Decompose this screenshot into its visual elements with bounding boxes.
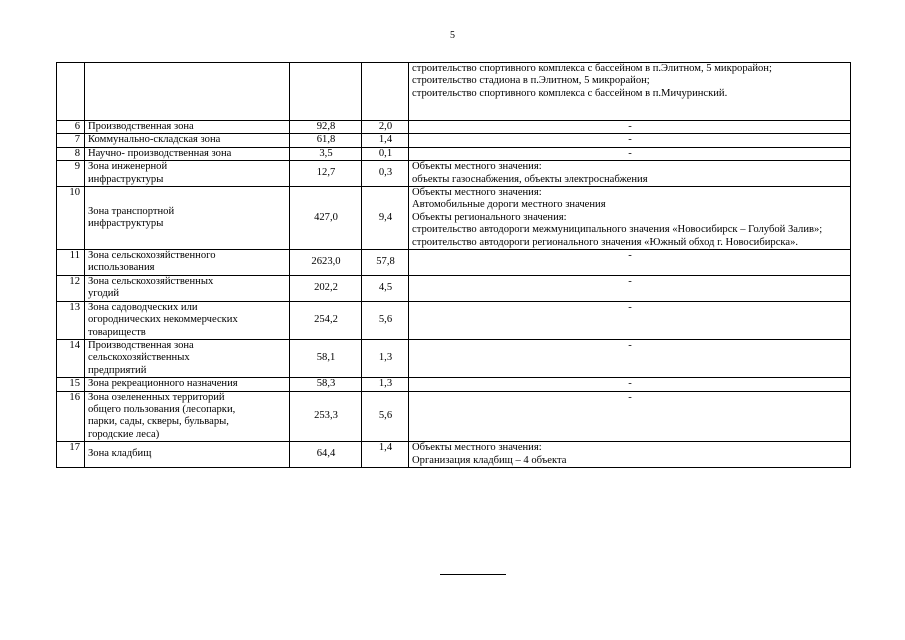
zone-area: 61,8 [290,134,362,147]
zone-name-line: Зона кладбищ [88,448,152,460]
row-number: 9 [57,161,85,187]
objects-line: Объекты регионального значения: [412,211,567,223]
zone-name-line: Зона транспортной [88,205,175,217]
zone-name-line: Коммунально-складская зона [88,134,221,146]
page-number: 5 [450,30,455,41]
zone-name-line: Зона рекреационного назначения [88,378,238,390]
table-row [57,187,851,250]
zone-objects: - [409,301,851,339]
row-number: 10 [57,187,85,250]
objects-line: Объекты местного значения: [412,442,542,454]
zone-name-line: инфраструктуры [88,173,164,185]
objects-line: Организация кладбищ – 4 объекта [412,454,567,466]
row-number: 13 [57,301,85,339]
zone-name-line: Зона сельскохозяйственного [88,250,216,262]
row-number: 17 [57,442,85,468]
objects-line: объекты газоснабжения, объекты электроснабжения [412,173,648,185]
zone-name-line: Зона сельскохозяйственных [88,275,214,287]
row-number [57,63,85,121]
zone-objects: - [409,275,851,301]
objects-line: строительство стадиона в п.Элитном, 5 микрорайон; [412,75,650,87]
zone-percent: 9,4 [362,187,409,250]
table-row [57,378,851,391]
zone-objects [409,442,851,468]
zone-name-line: Научно- производственная зона [88,147,232,159]
zone-name-line: общего пользования (лесопарки, [88,403,236,415]
zone-percent: 0,1 [362,147,409,160]
zone-percent: 57,8 [362,250,409,276]
zone-name-line: Производственная зона [88,121,194,132]
zone-area: 58,1 [290,339,362,377]
zone-name [85,301,290,339]
zone-objects: - [409,121,851,134]
footer-divider [440,574,506,575]
row-number: 12 [57,275,85,301]
zone-name [85,442,290,468]
zone-name-line: инфраструктуры [88,218,164,230]
zone-name-line: городские леса) [88,428,160,440]
zone-area: 58,3 [290,378,362,391]
row-number: 16 [57,391,85,442]
zone-area: 3,5 [290,147,362,160]
zone-objects [409,161,851,187]
table-row [57,339,851,377]
zone-name-line: Производственная зона [88,339,194,351]
zone-objects: - [409,391,851,442]
table-row [57,121,851,134]
table-row [57,442,851,468]
table-row [57,275,851,301]
table-row [57,301,851,339]
zone-name [85,121,290,134]
row-number: 8 [57,147,85,160]
row-number: 14 [57,339,85,377]
zone-objects [409,63,851,121]
zone-name-line: угодий [88,288,120,300]
zone-name-line: Зона инженерной [88,161,168,173]
zone-percent: 1,4 [362,442,409,468]
zone-name-line: товариществ [88,326,146,338]
zone-name [85,378,290,391]
zone-objects: - [409,250,851,276]
table-row [57,391,851,442]
zone-name [85,275,290,301]
zone-percent: 4,5 [362,275,409,301]
zone-area: 427,0 [290,187,362,250]
table-row [57,134,851,147]
zones-table [56,62,851,468]
zone-percent [362,63,409,121]
zone-percent: 1,3 [362,378,409,391]
zone-name-line: огороднических некоммерческих [88,314,238,326]
zone-name [85,134,290,147]
zone-name-line: Зона озелененных территорий [88,391,225,403]
table-row [57,161,851,187]
zone-name [85,147,290,160]
zone-name-line: Зона садоводческих или [88,301,198,313]
zone-percent: 1,4 [362,134,409,147]
zone-area: 254,2 [290,301,362,339]
zone-percent: 0,3 [362,161,409,187]
zone-objects: - [409,378,851,391]
zone-area: 2623,0 [290,250,362,276]
objects-line: Объекты местного значения: [412,187,542,199]
zone-percent: 5,6 [362,391,409,442]
objects-line: Автомобильные дороги местного значения [412,199,606,211]
zone-percent: 2,0 [362,121,409,134]
zone-area: 12,7 [290,161,362,187]
zone-percent: 5,6 [362,301,409,339]
zone-name-line: использования [88,262,155,274]
zone-name-line: парки, сады, скверы, бульвары, [88,416,229,428]
zone-name-line: сельскохозяйственных [88,352,190,364]
zone-name [85,339,290,377]
zone-area: 92,8 [290,121,362,134]
zone-area [290,63,362,121]
zone-objects: - [409,134,851,147]
zone-name-line: предприятий [88,364,147,376]
zone-area: 202,2 [290,275,362,301]
row-number: 11 [57,250,85,276]
zone-percent: 1,3 [362,339,409,377]
table-row [57,63,851,121]
row-number: 15 [57,378,85,391]
objects-line: строительство спортивного комплекса с бассейном в п.Элитном, 5 микрорайон; [412,63,772,74]
zone-objects: - [409,147,851,160]
zone-area: 64,4 [290,442,362,468]
zone-objects [409,187,851,250]
zone-objects: - [409,339,851,377]
row-number: 6 [57,121,85,134]
zone-area: 253,3 [290,391,362,442]
zone-name [85,161,290,187]
objects-line: Объекты местного значения: [412,161,542,173]
zone-name [85,63,290,121]
zone-name [85,187,290,250]
zone-name [85,250,290,276]
objects-line: строительство спортивного комплекса с бассейном в п.Мичуринский. [412,87,728,99]
objects-line: строительство автодороги регионального значения «Южный обход г. Новосибирска». [412,236,799,248]
table-row [57,147,851,160]
zone-name [85,391,290,442]
objects-line: строительство автодороги межмуниципального значения «Новосибирск – Голубой Залив»; [412,224,823,236]
table-row [57,250,851,276]
row-number: 7 [57,134,85,147]
